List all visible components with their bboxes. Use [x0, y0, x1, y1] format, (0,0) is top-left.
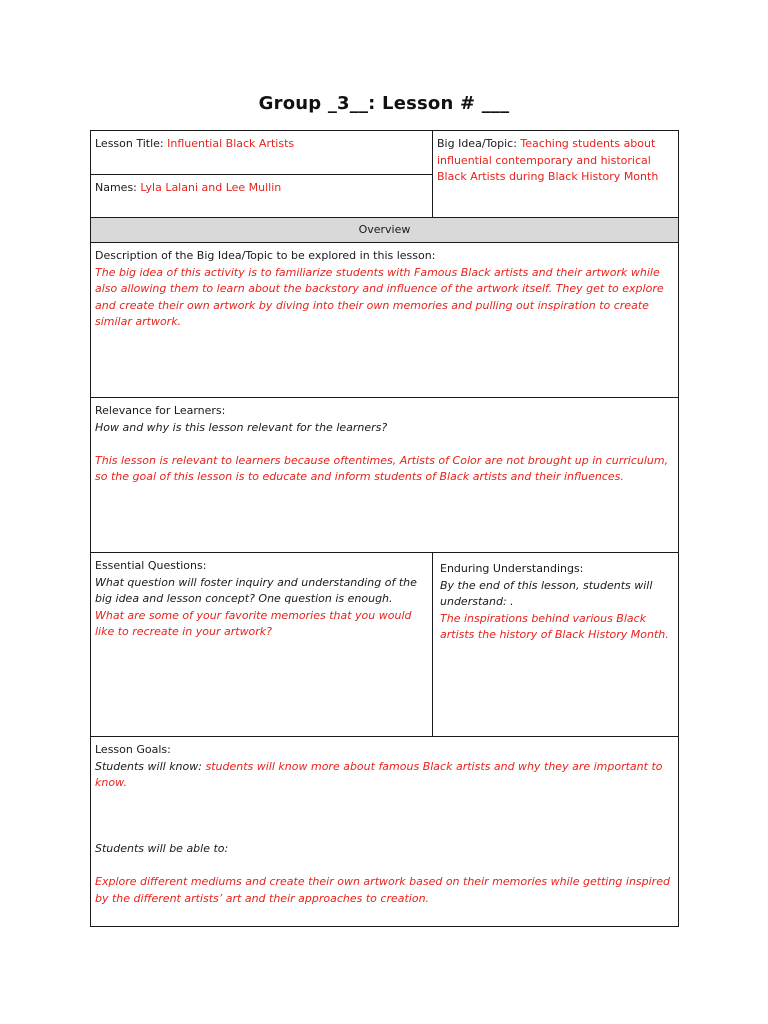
- relevance-label: Relevance for Learners:: [95, 404, 226, 417]
- relevance-text: This lesson is relevant to learners because oftentimes, Artists of Color are not brought up in curriculum, so the goal of this lesson is to educate and inform students of Black artists and their influences.: [95, 453, 669, 483]
- essential-questions-cell: [91, 553, 432, 736]
- essential-questions-text: What are some of your favorite memories that you would like to recreate in your artwork?: [95, 608, 412, 638]
- know-text: students will know more about famous Black artists and why they are important to know.: [95, 759, 663, 789]
- relevance-cell: [91, 398, 678, 552]
- names-label: Names:: [95, 181, 141, 194]
- big-idea-label: Big Idea/Topic:: [437, 137, 521, 150]
- enduring-understandings-label: Enduring Understandings:: [440, 562, 584, 575]
- description-label: Description of the Big Idea/Topic to be explored in this lesson:: [95, 249, 436, 262]
- enduring-understandings-prompt: By the end of this lesson, students will understand: .: [440, 578, 653, 608]
- lesson-title-label: Lesson Title:: [95, 137, 168, 150]
- description-text: The big idea of this activity is to familiarize students with Famous Black artists and their artwork while also allowing them to learn about the backstory and influence of the artwork itself. They get to explore and create their own artwork by diving into their own memories and pulling out inspiration to create similar artwork.: [95, 265, 664, 328]
- big-idea-cell: [433, 131, 678, 217]
- lesson-title-value: Influential Black Artists: [167, 137, 295, 150]
- names-value: Lyla Lalani and Lee Mullin: [140, 181, 282, 194]
- lesson-goals-cell: [91, 737, 678, 926]
- essential-questions-label: Essential Questions:: [95, 559, 207, 572]
- lesson-title-cell: [91, 131, 432, 174]
- essential-questions-prompt: What question will foster inquiry and understanding of the big idea and lesson concept? One question is enough.: [95, 575, 417, 605]
- lesson-plan-table: [90, 130, 679, 927]
- names-cell: [91, 175, 432, 217]
- enduring-understandings-text: The inspirations behind various Black artists the history of Black History Month.: [440, 611, 669, 641]
- big-idea-value: Teaching students about influential contemporary and historical Black Artists during Black History Month: [437, 137, 659, 183]
- table-border-bottom: [90, 926, 679, 927]
- lesson-goals-label: Lesson Goals:: [95, 743, 171, 756]
- able-label: Students will be able to:: [95, 842, 229, 855]
- enduring-understandings-cell: [433, 553, 678, 736]
- table-border-right: [678, 130, 679, 927]
- able-text: Explore different mediums and create their own artwork based on their memories while getting inspired by the different artists’ art and their approaches to creation.: [95, 875, 670, 905]
- know-label: Students will know:: [95, 759, 206, 773]
- relevance-prompt: How and why is this lesson relevant for the learners?: [95, 420, 388, 434]
- overview-header: Overview: [91, 218, 678, 242]
- document-title: Group _3__: Lesson # ___: [258, 93, 510, 114]
- description-cell: [91, 243, 678, 397]
